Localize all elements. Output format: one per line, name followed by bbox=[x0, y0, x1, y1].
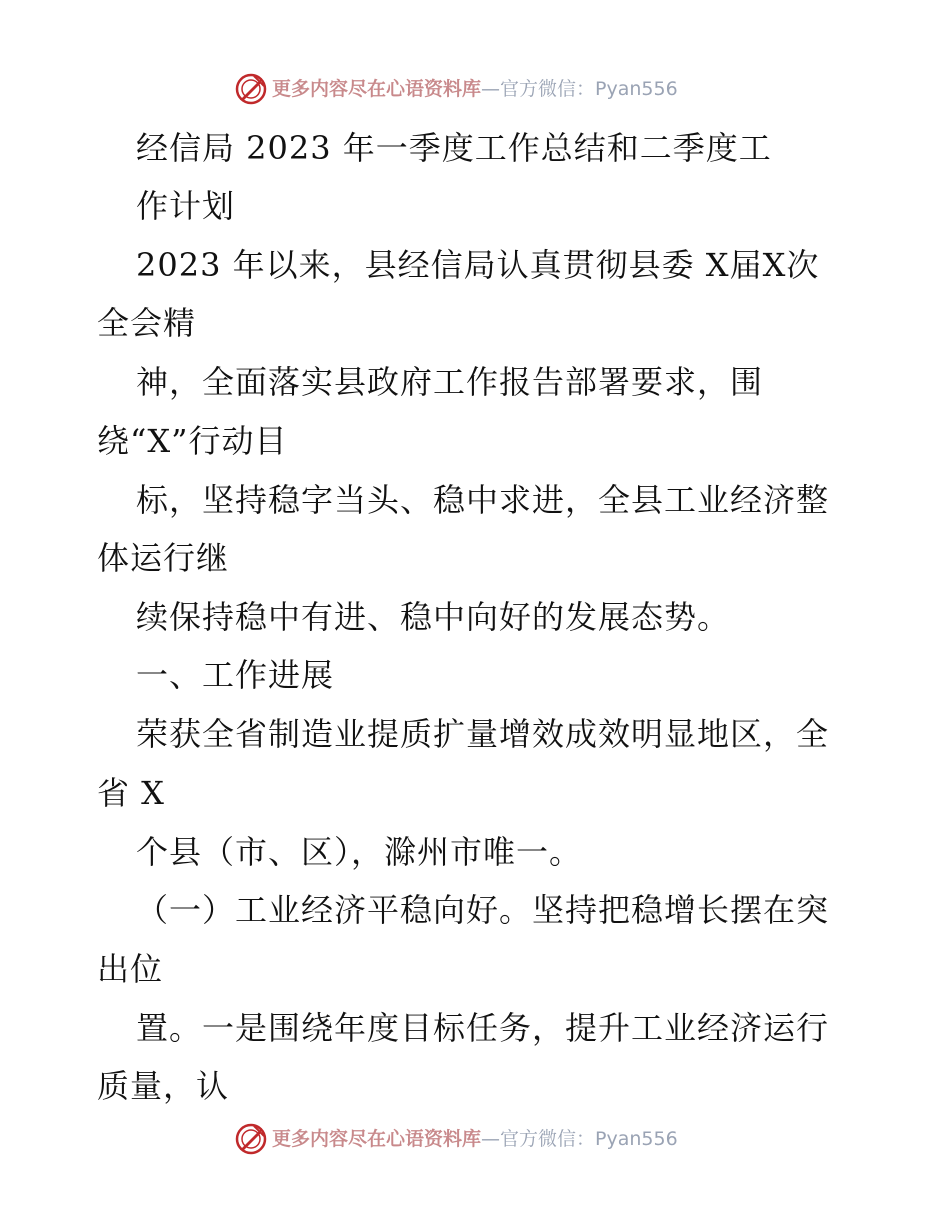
paragraph-line: 标，坚持稳字当头、稳中求进，全县工业经济整 bbox=[136, 481, 830, 519]
banner-text bbox=[272, 1126, 678, 1152]
banner-contact-text: —官方微信：Pyan556 bbox=[481, 78, 678, 100]
header-banner bbox=[0, 70, 950, 110]
paragraph-line: 体运行继 bbox=[97, 539, 230, 577]
paragraph-line: 质量，认 bbox=[97, 1067, 230, 1105]
banner-contact-text: —官方微信：Pyan556 bbox=[481, 1128, 678, 1150]
banner-lead-text: 更多内容尽在心语资料库 bbox=[272, 78, 482, 100]
paragraph-line: 省 X bbox=[97, 774, 165, 812]
subsection-heading-line: （一）工业经济平稳向好。坚持把稳增长摆在突 bbox=[136, 891, 830, 929]
quill-logo-icon bbox=[234, 72, 268, 106]
section-heading: 一、工作进展 bbox=[136, 656, 335, 694]
paragraph-line: 置。一是围绕年度目标任务，提升工业经济运行 bbox=[136, 1009, 830, 1047]
paragraph-line: 荣获全省制造业提质扩量增效成效明显地区，全 bbox=[136, 715, 830, 753]
paragraph-line: 全会精 bbox=[97, 304, 197, 342]
footer-banner bbox=[0, 1120, 950, 1160]
paragraph-line: 出位 bbox=[97, 950, 164, 988]
paragraph-line: 2023 年以来，县经信局认真贯彻县委 X届X次 bbox=[136, 246, 820, 284]
paragraph-line: 神，全面落实县政府工作报告部署要求，围 bbox=[136, 363, 764, 401]
document-title-line-1: 经信局 2023 年一季度工作总结和二季度工 bbox=[136, 129, 772, 167]
document-title-line-2: 作计划 bbox=[136, 187, 236, 225]
banner-text bbox=[272, 76, 678, 102]
banner-lead-text: 更多内容尽在心语资料库 bbox=[272, 1128, 482, 1150]
paragraph-line: 绕“X”行动目 bbox=[97, 422, 288, 460]
paragraph-line: 个县（市、区），滁州市唯一。 bbox=[136, 833, 583, 871]
paragraph-line: 续保持稳中有进、稳中向好的发展态势。 bbox=[136, 598, 731, 636]
quill-logo-icon bbox=[234, 1122, 268, 1156]
